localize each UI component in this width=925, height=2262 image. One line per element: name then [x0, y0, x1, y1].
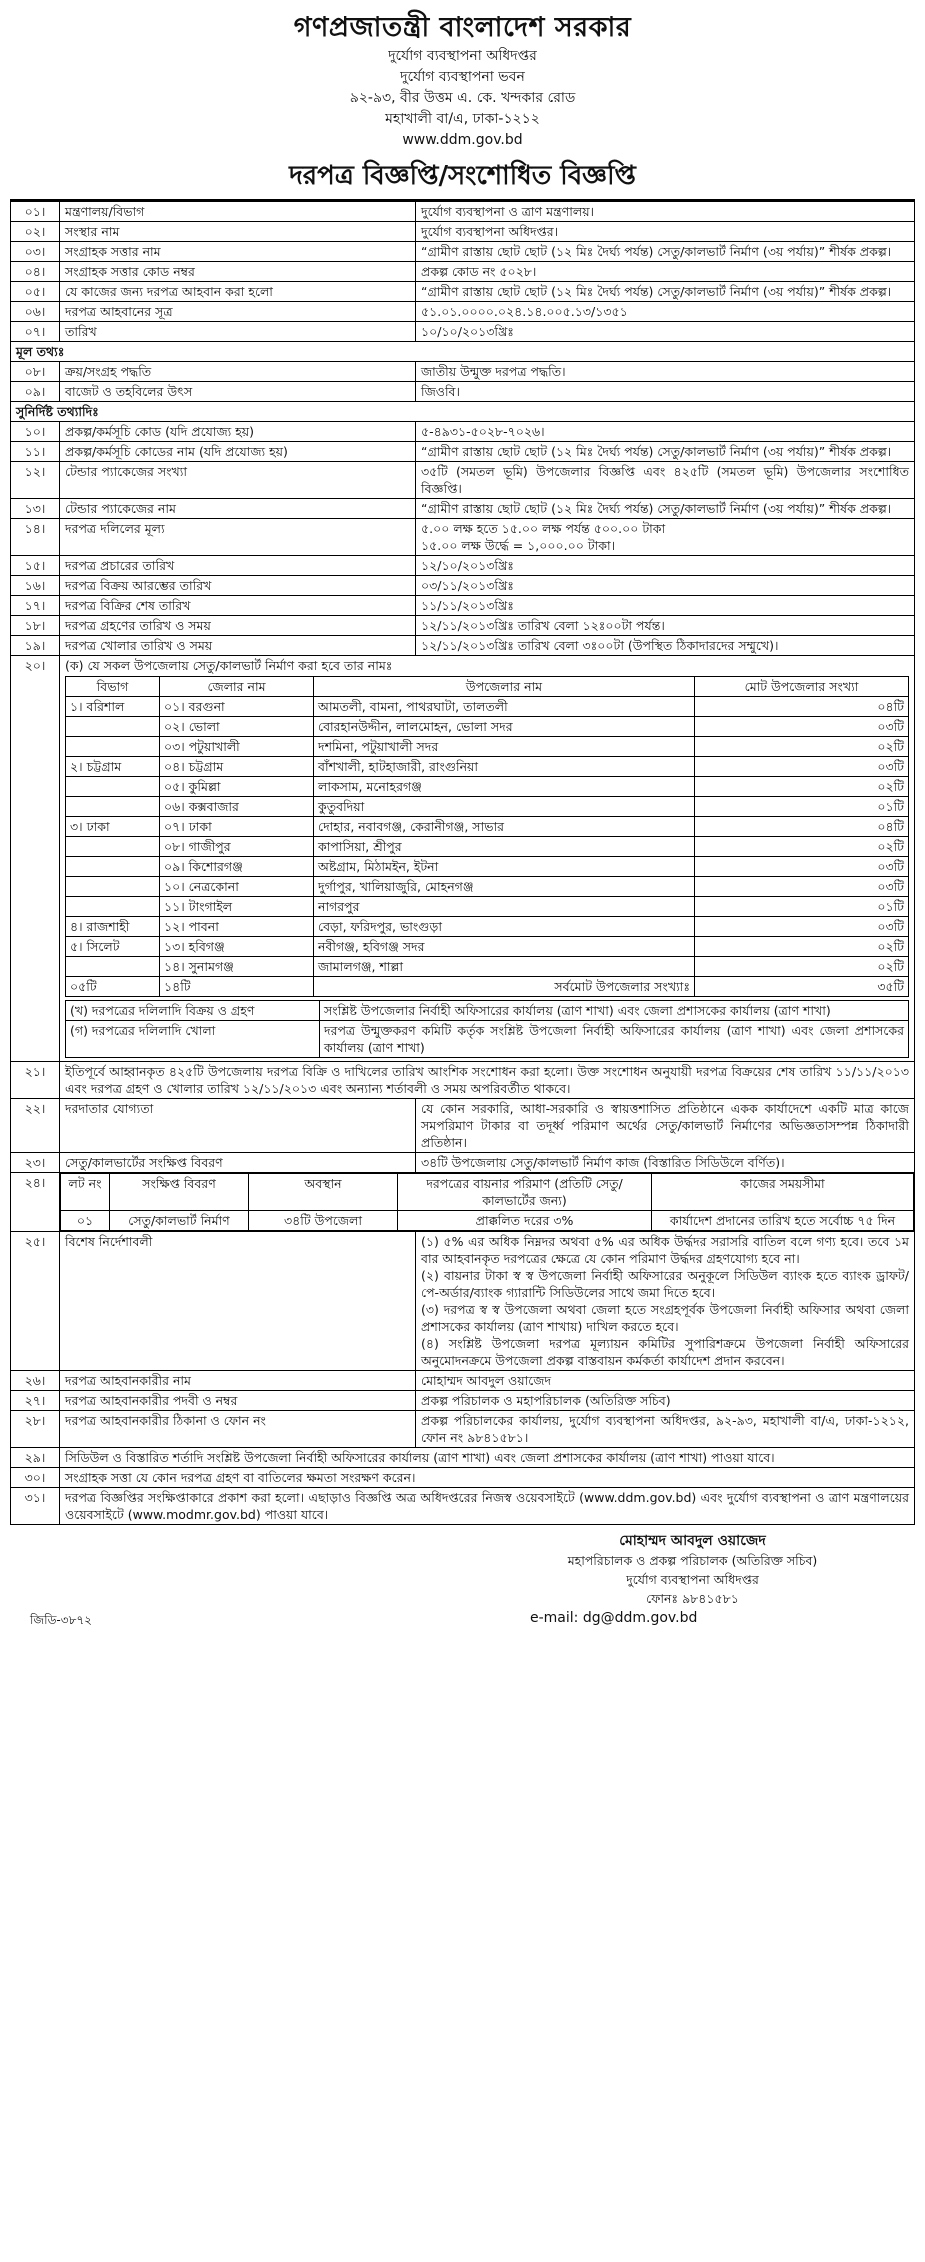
- upazila-row: [66, 737, 909, 757]
- price-line: ৫.০০ লক্ষ হতে ১৫.০০ লক্ষ পর্যন্ত ৫০০.০০ টাকা: [421, 521, 666, 536]
- page-title: দরপত্র বিজ্ঞপ্তি/সংশোধিত বিজ্ঞপ্তি: [289, 161, 636, 191]
- row-number: ০৩।: [11, 242, 60, 262]
- header-location: অবস্থান: [249, 1174, 398, 1211]
- row-number: ১৩।: [11, 499, 60, 519]
- row-value: জাতীয় উন্মুক্ত দরপত্র পদ্ধতি।: [416, 362, 915, 382]
- section-heading: [11, 402, 915, 422]
- building-name: দুর্যোগ ব্যবস্থাপনা ভবন: [400, 69, 525, 85]
- table-row: [11, 1391, 915, 1411]
- row-label: বাজেট ও তহবিলের উৎস: [60, 382, 416, 402]
- row-value: প্রকল্প পরিচালক ও মহাপরিচালক (অতিরিক্ত সচিব): [416, 1391, 915, 1411]
- table-row: [11, 1468, 915, 1488]
- row-value: “গ্রামীণ রাস্তায় ছোট ছোট (১২ মিঃ দৈর্ঘ্য পর্যন্ত) সেতু/কালভার্ট নির্মাণ (৩য় পর্যায়)” শীর্ষক প্রকল্প।: [416, 442, 915, 462]
- division-cell: ৩। ঢাকা: [66, 817, 160, 837]
- row-number: ১৫।: [11, 556, 60, 576]
- upazila-cell: জামালগঞ্জ, শাল্লা: [314, 957, 695, 977]
- district-cell: ১০। নেত্রকোনা: [160, 877, 314, 897]
- section-title: মূল তথ্যঃ: [11, 342, 915, 362]
- upazila-cell: দশমিনা, পটুয়াখালী সদর: [314, 737, 695, 757]
- upazila-cell: অষ্টগ্রাম, মিঠামইন, ইটনা: [314, 857, 695, 877]
- upazila-total-row: [66, 977, 909, 997]
- table-row: [11, 422, 915, 442]
- header-count: মোট উপজেলার সংখ্যা: [695, 677, 909, 697]
- row-value: জিওবি।: [416, 382, 915, 402]
- upazila-header-row: [66, 677, 909, 697]
- row-number: ০৬।: [11, 302, 60, 322]
- row-value: মোহাম্মদ আবদুল ওয়াজেদ: [416, 1371, 915, 1391]
- header-amount: দরপত্রের বায়নার পরিমাণ (প্রতিটি সেতু/কালভার্টের জন্য): [398, 1174, 652, 1211]
- row-number: ২৯।: [11, 1448, 60, 1468]
- row-number: ২৭।: [11, 1391, 60, 1411]
- row-value: ৫১.০১.০০০০.০২৪.১৪.০০৫.১৩/১৩৫১: [416, 302, 915, 322]
- row-value: [416, 519, 915, 556]
- row-value: ১০/১০/২০১৩খ্রিঃ: [416, 322, 915, 342]
- row-label: দরপত্র দলিলের মূল্য: [60, 519, 416, 556]
- count-cell: ০৩টি: [695, 717, 909, 737]
- district-cell: ০২। ভোলা: [160, 717, 314, 737]
- row-value: “গ্রামীণ রাস্তায় ছোট ছোট (১২ মিঃ দৈর্ঘ্য পর্যন্ত) সেতু/কালভার্ট নির্মাণ (৩য় পর্যায়)” শীর্ষক প্রকল্প।: [416, 499, 915, 519]
- table-row: [11, 1232, 915, 1371]
- count-cell: ০১টি: [695, 897, 909, 917]
- table-row: [11, 556, 915, 576]
- row-label: দরপত্র প্রচারের তারিখ: [60, 556, 416, 576]
- row-number: ২৬।: [11, 1371, 60, 1391]
- upazila-cell: নবীগঞ্জ, হবিগঞ্জ সদর: [314, 937, 695, 957]
- upazila-cell: নাগরপুর: [314, 897, 695, 917]
- lot-desc: সেতু/কালভার্ট নির্মাণ: [110, 1211, 249, 1231]
- row-value: দুর্যোগ ব্যবস্থাপনা ও ত্রাণ মন্ত্রণালয়।: [416, 202, 915, 222]
- table-row: [11, 1488, 915, 1525]
- row-value: প্রকল্প কোড নং ৫০২৮।: [416, 262, 915, 282]
- row-number: ১২।: [11, 462, 60, 499]
- district-cell: ০৩। পটুয়াখালী: [160, 737, 314, 757]
- row-label: প্রকল্প/কর্মসূচি কোড (যদি প্রযোজ্য হয়): [60, 422, 416, 442]
- row-value: দরপত্র বিজ্ঞপ্তির সংক্ষিপ্তাকারে প্রকাশ করা হলো। এছাড়াও বিজ্ঞপ্তি অত্র অধিদপ্তরের নিজস্ব ওয়েবসাইটে (www.ddm.gov.bd) এবং দুর্যোগ ব্যবস্থাপনা ও ত্রাণ মন্ত্রণালয়ের ওয়েবসাইটে (www.modmr.gov.bd) পাওয়া যাবে।: [60, 1488, 915, 1525]
- row-number: ১৬।: [11, 576, 60, 596]
- table-row: [11, 1411, 915, 1448]
- header-district: জেলার নাম: [160, 677, 314, 697]
- instruction-item: (৪) সংশ্লিষ্ট উপজেলা দরপত্র মূল্যায়ন কমিটির সুপারিশক্রমে উপজেলা নির্বাহী অফিসারের অনুমোদনক্রমে উপজেলা প্রকল্প বাস্তবায়ন কর্মকর্তা কার্যাদেশ প্রদান করবেন।: [421, 1336, 909, 1368]
- header-division: বিভাগ: [66, 677, 160, 697]
- row-number: ০৮।: [11, 362, 60, 382]
- row-number: ২৪।: [11, 1173, 60, 1232]
- row-number: ০৪।: [11, 262, 60, 282]
- table-row: [11, 222, 915, 242]
- upazila-cell: লাকসাম, মনোহরগঞ্জ: [314, 777, 695, 797]
- row-number: ২০।: [11, 656, 60, 1062]
- instruction-item: (২) বায়নার টাকা স্ব স্ব উপজেলা নির্বাহী অফিসারের অনুকূলে সিডিউল ব্যাংক হতে ব্যাংক ড্রাফট/পে-অর্ডার/ব্যাংক গ্যারান্টি সিডিউলের সাথে জমা দিতে হবে।: [421, 1268, 909, 1300]
- table-row: [11, 1062, 915, 1099]
- district-cell: ০৯। কিশোরগঞ্জ: [160, 857, 314, 877]
- table-row: [11, 616, 915, 636]
- district-cell: ০৭। ঢাকা: [160, 817, 314, 837]
- table-row: [11, 322, 915, 342]
- lot-location: ৩৪টি উপজেলা: [249, 1211, 398, 1231]
- price-line: ১৫.০০ লক্ষ উর্দ্ধে = ১,০০০.০০ টাকা।: [421, 538, 616, 553]
- upazila-row: [66, 897, 909, 917]
- row-label: সংস্থার নাম: [60, 222, 416, 242]
- upazila-row: [66, 957, 909, 977]
- total-label: সর্বমোট উপজেলার সংখ্যাঃ: [314, 977, 695, 997]
- table-row: [11, 1448, 915, 1468]
- total-division: ০৫টি: [66, 977, 160, 997]
- row-label: দরপত্র বিক্রয় আরম্ভের তারিখ: [60, 576, 416, 596]
- header-time: কাজের সময়সীমা: [652, 1174, 914, 1211]
- road-address: ৯২-৯৩, বীর উত্তম এ. কে. খন্দকার রোড: [349, 90, 576, 106]
- publication-code: জিডি-৩৮৭২: [30, 1613, 92, 1627]
- upazila-cell: কুতুবদিয়া: [314, 797, 695, 817]
- division-cell: [66, 857, 160, 877]
- division-cell: ২। চট্টগ্রাম: [66, 757, 160, 777]
- count-cell: ০২টি: [695, 937, 909, 957]
- city-address: মহাখালী বা/এ, ঢাকা-১২১২: [385, 111, 540, 127]
- row-value: সংগ্রাহক সত্তা যে কোন দরপত্র গ্রহণ বা বাতিলের ক্ষমতা সংরক্ষণ করেন।: [60, 1468, 915, 1488]
- row-label: তারিখ: [60, 322, 416, 342]
- count-cell: ০৩টি: [695, 857, 909, 877]
- upazila-row: [66, 837, 909, 857]
- upazila-row: [66, 817, 909, 837]
- upazila-section: [60, 656, 915, 1062]
- row-label: (খ) দরপত্রের দলিলাদি বিক্রয় ও গ্রহণ: [66, 1001, 320, 1021]
- table-row: [11, 1173, 915, 1232]
- division-cell: [66, 957, 160, 977]
- district-cell: ০৪। চট্টগ্রাম: [160, 757, 314, 777]
- count-cell: ০২টি: [695, 957, 909, 977]
- row-label: (গ) দরপত্রের দলিলাদি খোলা: [66, 1021, 320, 1058]
- division-cell: [66, 777, 160, 797]
- upazila-rows: [66, 697, 909, 977]
- row-label: দরপত্র আহবানের সূত্র: [60, 302, 416, 322]
- row-label: টেন্ডার প্যাকেজের নাম: [60, 499, 416, 519]
- upazila-row: [66, 697, 909, 717]
- row-value: ৫-৪৯৩১-৫০২৮-৭০২৬।: [416, 422, 915, 442]
- upazila-cell: দোহার, নবাবগঞ্জ, কেরানীগঞ্জ, সাভার: [314, 817, 695, 837]
- upazila-row: [66, 797, 909, 817]
- district-cell: ০৫। কুমিল্লা: [160, 777, 314, 797]
- district-cell: ১৩। হবিগঞ্জ: [160, 937, 314, 957]
- row-label: বিশেষ নির্দেশাবলী: [60, 1232, 416, 1371]
- upazila-cell: বাঁশখালী, হাটহাজারী, রাংগুনিয়া: [314, 757, 695, 777]
- count-cell: ০৩টি: [695, 917, 909, 937]
- row-value: প্রকল্প পরিচালকের কার্যালয়, দুর্যোগ ব্যবস্থাপনা অধিদপ্তর, ৯২-৯৩, মহাখালী বা/এ, ঢাকা-১২১২, ফোন নং ৯৮৪১৫৮১।: [416, 1411, 915, 1448]
- count-cell: ০২টি: [695, 777, 909, 797]
- government-title: গণপ্রজাতন্ত্রী বাংলাদেশ সরকার: [293, 12, 632, 43]
- division-cell: [66, 837, 160, 857]
- row-value: ০৩/১১/২০১৩খ্রিঃ: [416, 576, 915, 596]
- row-label: দরপত্র গ্রহণের তারিখ ও সময়: [60, 616, 416, 636]
- row-value: সংশ্লিষ্ট উপজেলার নির্বাহী অফিসারের কার্যালয় (ত্রাণ শাখা) এবং জেলা প্রশাসকের কার্যালয় (ত্রাণ শাখা): [320, 1001, 909, 1021]
- row-label: সেতু/কালভার্টের সংক্ষিপ্ত বিবরণ: [60, 1153, 416, 1173]
- lot-time: কার্যাদেশ প্রদানের তারিখ হতে সর্বোচ্চ ৭৫ দিন: [652, 1211, 914, 1231]
- row-value: ৩৫টি (সমতল ভূমি) উপজেলার বিজ্ঞপ্তি এবং ৪২৫টি (সমতল ভূমি) উপজেলার সংশোধিত বিজ্ঞপ্তি।: [416, 462, 915, 499]
- lot-table: [60, 1173, 914, 1231]
- row-label: মন্ত্রণালয়/বিভাগ: [60, 202, 416, 222]
- website-link[interactable]: www.ddm.gov.bd: [402, 132, 523, 148]
- row-number: ১৮।: [11, 616, 60, 636]
- row-label: যে কাজের জন্য দরপত্র আহবান করা হলো: [60, 282, 416, 302]
- sale-open-table: [65, 1000, 909, 1058]
- district-cell: ০৬। কক্সবাজার: [160, 797, 314, 817]
- row-value: ১২/১১/২০১৩খ্রিঃ তারিখ বেলা ৩ঃ০০টা (উপস্থিত ঠিকাদারদের সম্মুখে)।: [416, 636, 915, 656]
- upazila-cell: দুর্গাপুর, খালিয়াজুরি, মোহনগঞ্জ: [314, 877, 695, 897]
- row-number: ১৯।: [11, 636, 60, 656]
- count-cell: ০২টি: [695, 837, 909, 857]
- table-row: [11, 442, 915, 462]
- table-row: [11, 1099, 915, 1153]
- signature-block: [470, 1531, 915, 1608]
- row-label: দরপত্র আহবানকারীর পদবী ও নম্বর: [60, 1391, 416, 1411]
- district-cell: ০১। বরগুনা: [160, 697, 314, 717]
- row-number: ০৫।: [11, 282, 60, 302]
- table-row: [11, 362, 915, 382]
- tender-notice: [10, 0, 915, 1626]
- upazila-row: [66, 937, 909, 957]
- row-value: দরপত্র উন্মুক্তকরণ কমিটি কর্তৃক সংশ্লিষ্ট উপজেলা নির্বাহী অফিসারের কার্যালয় (ত্রাণ শাখা) এবং জেলা প্রশাসকের কার্যালয় (ত্রাণ শাখা): [320, 1021, 909, 1058]
- row-label: সংগ্রাহক সত্তার কোড নম্বর: [60, 262, 416, 282]
- count-cell: ০৩টি: [695, 877, 909, 897]
- count-cell: ০১টি: [695, 797, 909, 817]
- row-value: যে কোন সরকারি, আধা-সরকারি ও স্বায়ত্তশাসিত প্রতিষ্ঠানে একক কার্যাদেশে একটি মাত্র কাজে সমপরিমাণ টাকার বা তদূর্ধ্ব পরিমাণ অর্থের সেতু/কালভার্ট নির্মাণের অভিজ্ঞতাসম্পন্ন ঠিকাদারী প্রতিষ্ঠান।: [416, 1099, 915, 1153]
- division-cell: [66, 897, 160, 917]
- lot-section: [60, 1173, 915, 1232]
- row-number: ২৩।: [11, 1153, 60, 1173]
- header-upazila: উপজেলার নাম: [314, 677, 695, 697]
- header-desc: সংক্ষিপ্ত বিবরণ: [110, 1174, 249, 1211]
- row-value: দুর্যোগ ব্যবস্থাপনা অধিদপ্তর।: [416, 222, 915, 242]
- table-row: [11, 636, 915, 656]
- section-heading: [11, 342, 915, 362]
- signatory-designation: মহাপরিচালক ও প্রকল্প পরিচালক (অতিরিক্ত সচিব): [567, 1553, 818, 1568]
- row-value: ১২/১০/২০১৩খ্রিঃ: [416, 556, 915, 576]
- row-value: ১২/১১/২০১৩খ্রিঃ তারিখ বেলা ১২ঃ০০টা পর্যন্ত।: [416, 616, 915, 636]
- row-number: ২১।: [11, 1062, 60, 1099]
- count-cell: ০৩টি: [695, 757, 909, 777]
- upazila-intro: (ক) যে সকল উপজেলায় সেতু/কালভার্ট নির্মাণ করা হবে তার নামঃ: [65, 658, 393, 673]
- signatory-phone: ফোনঃ ৯৮৪১৫৮১: [646, 1591, 739, 1606]
- table-row: [11, 1371, 915, 1391]
- row-number: ৩০।: [11, 1468, 60, 1488]
- district-cell: ১২। পাবনা: [160, 917, 314, 937]
- row-number: ১১।: [11, 442, 60, 462]
- table-row: [11, 1153, 915, 1173]
- table-row: [11, 242, 915, 262]
- row-label: টেন্ডার প্যাকেজের সংখ্যা: [60, 462, 416, 499]
- row-label: দরপত্র আহবানকারীর ঠিকানা ও ফোন নং: [60, 1411, 416, 1448]
- instruction-item: (১) ৫% এর অধিক নিম্নদর অথবা ৫% এর অধিক উর্দ্ধদর সরাসরি বাতিল বলে গণ্য হবে। তবে ১ম বার আহবানকৃত দরপত্রের ক্ষেত্রে যে কোন পরিমাণ উর্দ্ধদর গ্রহণযোগ্য হবে না।: [421, 1234, 909, 1266]
- table-row: [11, 262, 915, 282]
- row-number: ১৭।: [11, 596, 60, 616]
- table-row: [11, 462, 915, 499]
- row-number: ১০।: [11, 422, 60, 442]
- row-value: [416, 1232, 915, 1371]
- lot-header-row: [61, 1174, 914, 1211]
- row-label: দরদাতার যোগ্যতা: [60, 1099, 416, 1153]
- department-name: দুর্যোগ ব্যবস্থাপনা অধিদপ্তর: [388, 48, 537, 64]
- table-row: [66, 1001, 909, 1021]
- count-cell: ০৪টি: [695, 697, 909, 717]
- upazila-row: [66, 917, 909, 937]
- table-row: [11, 596, 915, 616]
- row-number: ২৮।: [11, 1411, 60, 1448]
- row-number: ২৫।: [11, 1232, 60, 1371]
- lot-amount: প্রাক্কলিত দরের ৩%: [398, 1211, 652, 1231]
- row-label: প্রকল্প/কর্মসূচি কোডের নাম (যদি প্রযোজ্য হয়): [60, 442, 416, 462]
- table-row: [11, 202, 915, 222]
- upazila-cell: কাপাসিয়া, শ্রীপুর: [314, 837, 695, 857]
- district-cell: ১১। টাংগাইল: [160, 897, 314, 917]
- count-cell: ০৪টি: [695, 817, 909, 837]
- row-number: ১৪।: [11, 519, 60, 556]
- total-count: ৩৫টি: [695, 977, 909, 997]
- row-label: দরপত্র আহবানকারীর নাম: [60, 1371, 416, 1391]
- row-number: ০১।: [11, 202, 60, 222]
- count-cell: ০২টি: [695, 737, 909, 757]
- row-value: ইতিপূর্বে আহ্বানকৃত ৪২৫টি উপজেলায় দরপত্র বিক্রি ও দাখিলের তারিখ আংশিক সংশোধন করা হলো। উক্ত সংশোধন অনুযায়ী দরপত্র বিক্রয়ের শেষ তারিখ ১১/১১/২০১৩ এবং দরপত্র গ্রহণ ও খোলার তারিখ ১২/১১/২০১৩ এবং অন্যান্য শর্তাবলী ও সময় অপরিবর্তীত থাকবে।: [60, 1062, 915, 1099]
- row-value: “গ্রামীণ রাস্তায় ছোট ছোট (১২ মিঃ দৈর্ঘ্য পর্যন্ত) সেতু/কালভার্ট নির্মাণ (৩য় পর্যায়)” শীর্ষক প্রকল্প।: [416, 242, 915, 262]
- division-cell: ৫। সিলেট: [66, 937, 160, 957]
- upazila-row: [66, 777, 909, 797]
- row-number: ০২।: [11, 222, 60, 242]
- row-label: দরপত্র বিক্রির শেষ তারিখ: [60, 596, 416, 616]
- row-value: ৩৪টি উপজেলায় সেতু/কালভার্ট নির্মাণ কাজ (বিস্তারিত সিডিউলে বর্ণিত)।: [416, 1153, 915, 1173]
- table-row: [11, 576, 915, 596]
- table-row: [11, 282, 915, 302]
- division-cell: [66, 797, 160, 817]
- table-row: [66, 1021, 909, 1058]
- row-label: দরপত্র খোলার তারিখ ও সময়: [60, 636, 416, 656]
- header: [10, 10, 915, 193]
- row-number: ০৭।: [11, 322, 60, 342]
- upazila-cell: বেড়া, ফরিদপুর, ভাংগুড়া: [314, 917, 695, 937]
- row-value: “গ্রামীণ রাস্তায় ছোট ছোট (১২ মিঃ দৈর্ঘ্য পর্যন্ত) সেতু/কালভার্ট নির্মাণ (৩য় পর্যায়)” শীর্ষক প্রকল্প।: [416, 282, 915, 302]
- table-row: [11, 382, 915, 402]
- upazila-row: [66, 877, 909, 897]
- signatory-name: মোহাম্মদ আবদুল ওয়াজেদ: [619, 1533, 766, 1549]
- instruction-item: (৩) দরপত্র স্ব স্ব উপজেলা অথবা জেলা হতে সংগ্রহপূর্বক উপজেলা নির্বাহী অফিসার অথবা জেলা প্রশাসকের কার্যালয় (ত্রাণ শাখায়) দাখিল করতে হবে।: [421, 1302, 909, 1334]
- upazila-row: [66, 717, 909, 737]
- table-row: [11, 499, 915, 519]
- upazila-cell: আমতলী, বামনা, পাথরঘাটা, তালতলী: [314, 697, 695, 717]
- upazila-row: [66, 857, 909, 877]
- row-label: সংগ্রাহক সত্তার নাম: [60, 242, 416, 262]
- division-cell: ১। বরিশাল: [66, 697, 160, 717]
- row-number: ২২।: [11, 1099, 60, 1153]
- district-cell: ০৮। গাজীপুর: [160, 837, 314, 857]
- table-row: [11, 302, 915, 322]
- district-cell: ১৪। সুনামগঞ্জ: [160, 957, 314, 977]
- table-row: [11, 656, 915, 1062]
- row-value: ১১/১১/২০১৩খ্রিঃ: [416, 596, 915, 616]
- upazila-row: [66, 757, 909, 777]
- table-row: [11, 519, 915, 556]
- lot-number: ০১: [61, 1211, 110, 1231]
- upazila-table: [65, 676, 909, 997]
- division-cell: [66, 717, 160, 737]
- header-lot: লট নং: [61, 1174, 110, 1211]
- row-value: সিডিউল ও বিস্তারিত শর্তাদি সংশ্লিষ্ট উপজেলা নির্বাহী অফিসারের কার্যালয় (ত্রাণ শাখা) এবং জেলা প্রশাসকের কার্যালয় (ত্রাণ শাখা) পাওয়া যাবে।: [60, 1448, 915, 1468]
- total-district: ১৪টি: [160, 977, 314, 997]
- lot-row: [61, 1211, 914, 1231]
- signatory-email[interactable]: e-mail: dg@ddm.gov.bd: [530, 1610, 698, 1626]
- division-cell: ৪। রাজশাহী: [66, 917, 160, 937]
- signatory-department: দুর্যোগ ব্যবস্থাপনা অধিদপ্তর: [626, 1572, 759, 1587]
- row-number: ০৯।: [11, 382, 60, 402]
- footer: [10, 1531, 915, 1626]
- row-label: ক্রয়/সংগ্রহ পদ্ধতি: [60, 362, 416, 382]
- division-cell: [66, 737, 160, 757]
- section-title: সুনির্দিষ্ট তথ্যাদিঃ: [11, 402, 915, 422]
- division-cell: [66, 877, 160, 897]
- notice-table: [10, 201, 915, 1525]
- row-number: ৩১।: [11, 1488, 60, 1525]
- upazila-cell: বোরহানউদ্দীন, লালমোহন, ভোলা সদর: [314, 717, 695, 737]
